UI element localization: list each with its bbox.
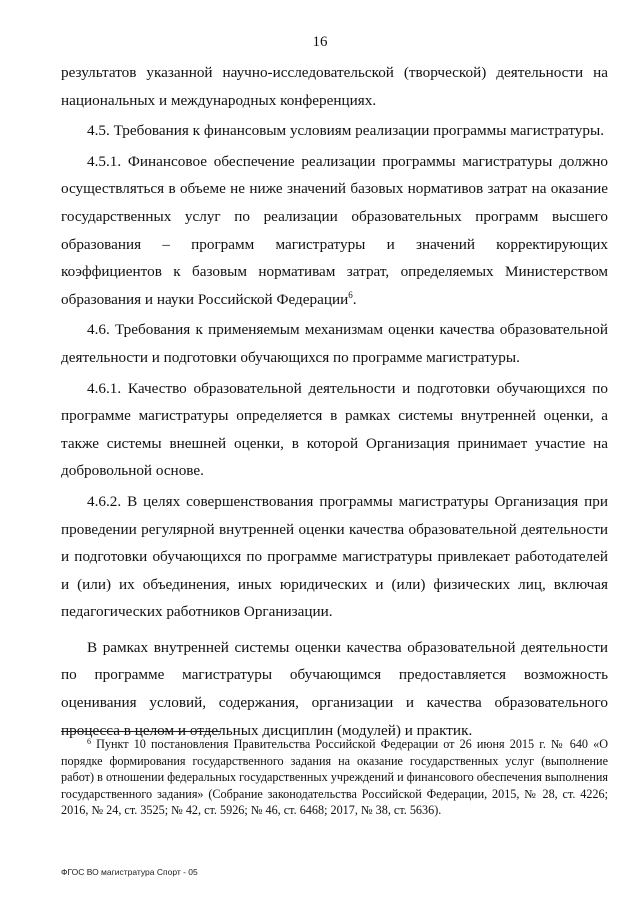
footnote-marker: 6 <box>87 737 91 746</box>
paragraph-4-5-1-end: . <box>352 290 357 308</box>
paragraph-continuation: результатов указанной научно-исследовательской (творческой) деятельности на национальных и международных конференциях. <box>61 64 608 109</box>
footnote-separator <box>61 731 221 732</box>
document-code: ФГОС ВО магистратура Спорт - 05 <box>61 867 198 877</box>
paragraph-4-6-2: 4.6.2. В целях совершенствования программы магистратуры Организация при проведении регулярной внутренней оценки качества образовательной деятельности и подготовки обучающихся по программе магистратуры привлекает работодателей и (или) их объединения, иных юридических и (или) физических лиц, включая педагогических работников Организации. <box>61 492 608 621</box>
footnote-reference[interactable]: 6 <box>348 289 353 300</box>
footnote <box>61 736 608 819</box>
paragraph-4-5-1 <box>61 148 608 314</box>
section-4-5-heading: 4.5. Требования к финансовым условиям реализации программы магистратуры. <box>87 122 604 140</box>
page-number: 16 <box>312 34 328 50</box>
paragraph-4-5-1-text: 4.5.1. Финансовое обеспечение реализации программы магистратуры должно осуществляться в объеме не ниже значений базовых нормативов затрат на оказание государственных услуг по реализации образовательных программ высшего образования – программ магистратуры и значений корректирующих коэффициентов к базовым нормативам затрат, определяемых Министерством образования и науки Российской Федерации <box>61 152 608 308</box>
document-body <box>61 59 608 744</box>
paragraph-internal-assessment: В рамках внутренней системы оценки качества образовательной деятельности по программе магистратуры обучающимся предоставляется возможность оценивания условий, содержания, организации и качества образовательного процесса в целом и отдельных дисциплин (модулей) и практик. <box>61 638 608 739</box>
section-4-6-heading: 4.6. Требования к применяемым механизмам оценки качества образовательной деятельности и подготовки обучающихся по программе магистратуры. <box>61 321 608 366</box>
paragraph-4-6-1: 4.6.1. Качество образовательной деятельности и подготовки обучающихся по программе магистратуры определяется в рамках системы внутренней оценки, а также системы внешней оценки, в которой Организация принимает участие на добровольной основе. <box>61 379 608 480</box>
footnote-text: Пункт 10 постановления Правительства Российской Федерации от 26 июня 2015 г. № 640 «О порядке формирования государственного задания на оказание государственных услуг (выполнение работ) в отношении федеральных государственных учреждений и финансового обеспечения выполнения государственного задания» (Собрание законодательства Российской Федерации, 2015, № 28, ст. 4226; 2016, № 24, ст. 3525; № 42, ст. 5926; № 46, ст. 6468; 2017, № 38, ст. 5636). <box>61 737 608 818</box>
